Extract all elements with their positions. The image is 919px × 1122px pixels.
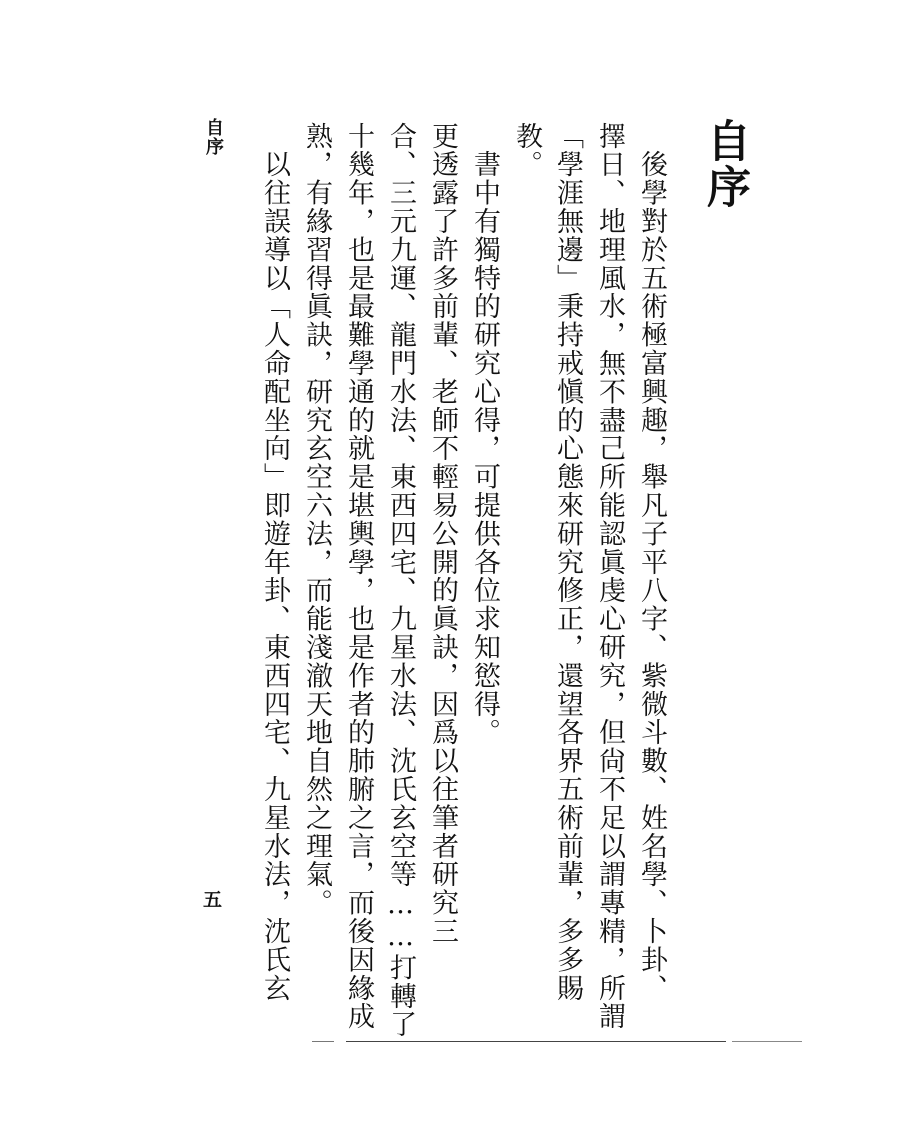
page-number: 五 bbox=[203, 889, 223, 911]
scan-rule-fragment bbox=[732, 1041, 802, 1042]
running-head: 自序 bbox=[203, 118, 224, 156]
text-column-10: 以往誤導以「人命配坐向」即遊年卦、東西四宅、九星水法，沈氏玄 bbox=[259, 122, 290, 1003]
scan-rule bbox=[346, 1041, 726, 1042]
text-column-5: 書中有獨特的研究心得，可提供各位求知慾得。 bbox=[469, 122, 500, 747]
text-column-2: 擇日、地理風水，無不盡己所能認眞虔心研究，但尙不足以謂專精，所謂 bbox=[594, 122, 625, 1031]
text-column-4: 教。 bbox=[511, 122, 542, 179]
scan-rule-fragment bbox=[312, 1041, 334, 1042]
page-title: 自序 bbox=[699, 118, 750, 210]
text-column-6: 更透露了許多前輩、老師不輕易公開的眞訣，因爲以往筆者研究三 bbox=[427, 122, 458, 946]
text-column-7: 合、三元九運、龍門水法、東西四宅、九星水法、沈氏玄空等……打轉了 bbox=[385, 122, 416, 1039]
text-column-8: 十幾年，也是最難學通的就是堪輿學，也是作者的肺腑之言，而後因緣成 bbox=[343, 122, 374, 1031]
text-column-9: 熟，有緣習得眞訣，研究玄空六法，而能淺澈天地自然之理氣。 bbox=[301, 122, 332, 918]
text-column-3: 「學涯無邊」秉持戒愼的心態來研究修正，還望各界五術前輩，多多賜 bbox=[552, 122, 583, 1003]
text-column-1: 後學對於五術極富興趣，舉凡子平八字、紫微斗數、姓名學、卜卦、 bbox=[636, 122, 667, 1003]
